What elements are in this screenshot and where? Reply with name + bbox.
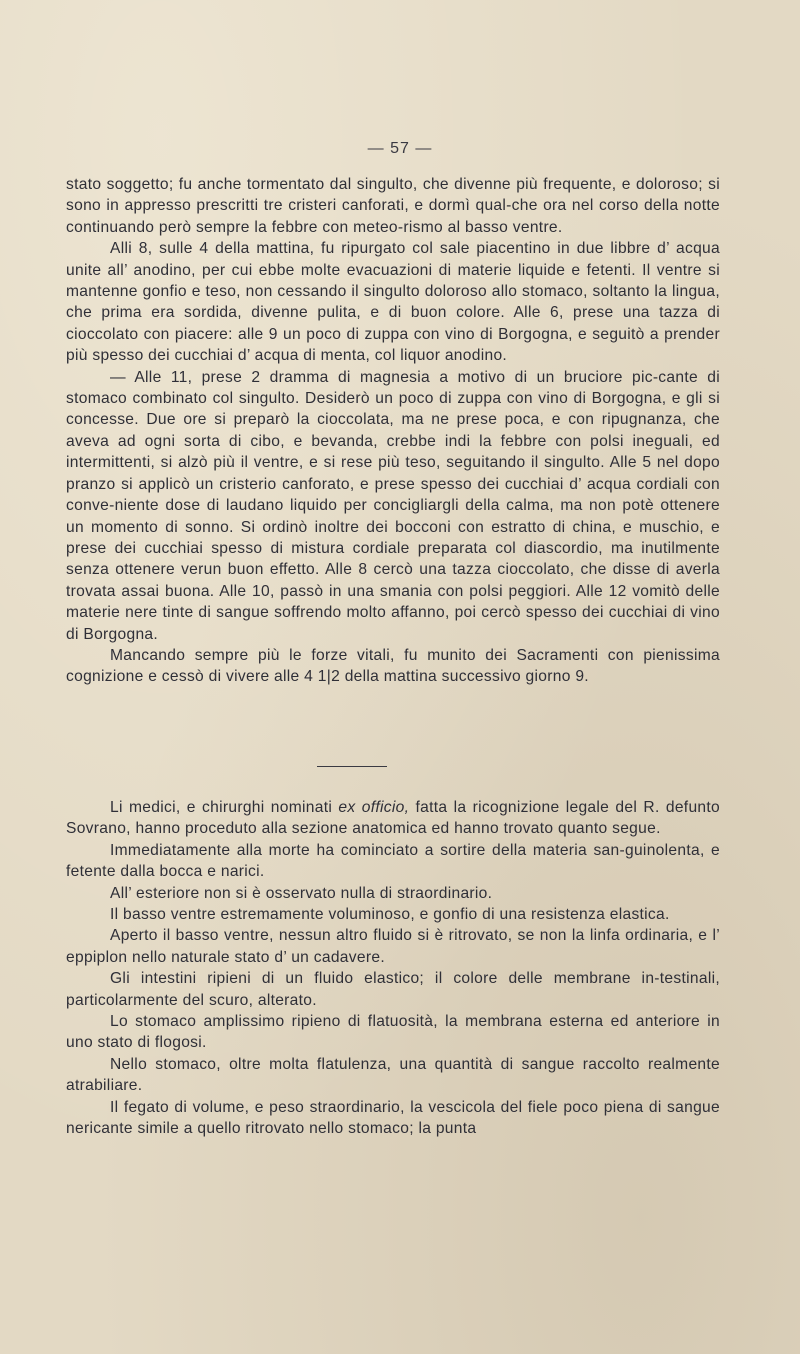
paragraph: Aperto il basso ventre, nessun altro fluido si è ritrovato, se non la linfa ordinaria, e l’ eppiplon nello naturale stato d’ un cadavere. xyxy=(66,927,720,966)
paragraph: All’ esteriore non si è osservato nulla di straordinario. xyxy=(110,884,493,902)
paragraph: Alli 8, sulle 4 della mattina, fu ripurgato col sale piacentino in due libbre d’ acqua unite all’ anodino, per cui ebbe molte evacuazioni di materie liquide e fetenti. Il ventre si mantenne gonfio e teso, non cessando il singulto doloroso allo stomaco, soltanto la lingua, che prima era sordida, divenne pulita, e di buon colore. Alle 6, prese una tazza di cioccolato con piacere: alle 9 un poco di zuppa con vino di Borgogna, e seguitò a prender più spesso dei cucchiai d’ acqua di menta, col liquor anodino. xyxy=(66,240,720,365)
paragraph: stato soggetto; fu anche tormentato dal singulto, che divenne più frequente, e doloroso; si sono in appresso prescritti tre cristeri canforati, e dormì qual-che ora nel corso della notte continuando però sempre la febbre con meteo-rismo al basso ventre. xyxy=(66,176,720,236)
page-number: — 57 — xyxy=(367,140,433,157)
paragraph: — Alle 11, prese 2 dramma di magnesia a motivo di un bruciore pic-cante di stomaco combinato col singulto. Desiderò un poco di zuppa con vino di Borgogna, e gli si concesse. Due ore si preparò la cioccolata, ma ne prese poca, e con ripugnanza, che aveva ad ogni sorta di cibo, e bevanda, crebbe indi la febbre con polsi ineguali, ed intermittenti, si alzò più il ventre, e si rese più teso, seguitando il singulto. Alle 5 nel dopo pranzo si applicò un cristerio canforato, e prese spesso dei cucchiai d’ acqua cordiali con conve-niente dose di laudano liquido per concigliargli della calma, ma non potè ottenere un momento di sonno. Si ordinò inoltre dei bocconi con estratto di china, e muschio, e prese dei cucchiai spesso di mistura cordiale preparata col diascordio, ma inutilmente senza ottenere verun buon effetto. Alle 8 cercò una tazza cioccolato, che disse di averla trovata assai buona. Alle 10, passò in una smania con polsi peggiori. Alle 12 vomitò delle materie nere tinte di sangue soffrendo molto affanno, poi cercò spesso dei cucchiai di vino di Borgogna. xyxy=(66,368,720,643)
paragraph: Mancando sempre più le forze vitali, fu munito dei Sacramenti con pienissima cognizione e cessò di vivere alle 4 1|2 della mattina successivo giorno 9. xyxy=(66,646,720,686)
paragraph: Il basso ventre estremamente voluminoso, e gonfio di una resistenza elastica. xyxy=(110,906,670,924)
paragraph-intro xyxy=(66,797,720,840)
section-divider xyxy=(317,766,387,767)
paragraph: Immediatamente alla morte ha cominciato a sortire della materia san-guinolenta, e fetente dalla bocca e narici. xyxy=(66,841,720,881)
intro-text: Li medici, e chirurghi nominati xyxy=(110,799,339,816)
paragraph: Lo stomaco amplissimo ripieno di flatuosità, la membrana esterna ed anteriore in uno stato di flogosi. xyxy=(66,1013,720,1052)
paragraph: Gli intestini ripieni di un fluido elastico; il colore delle membrane in-testinali, particolarmente del scuro, alterato. xyxy=(66,970,720,1009)
intro-text-continued: fatta la ricognizione legale del R. defunto Sovrano, hanno proceduto alla sezione anatomica ed hanno trovato quanto segue. xyxy=(66,799,720,838)
autopsy-report-section xyxy=(66,797,720,1140)
clinical-report-section xyxy=(66,174,720,688)
paragraph: Nello stomaco, oltre molta flatulenza, una quantità di sangue raccolto realmente atrabiliare. xyxy=(66,1055,720,1095)
latin-phrase: ex officio, xyxy=(338,799,410,816)
paragraph: Il fegato di volume, e peso straordinario, la vescicola del fiele poco piena di sangue nericante simile a quello ritrovato nello stomaco; la punta xyxy=(66,1098,720,1138)
